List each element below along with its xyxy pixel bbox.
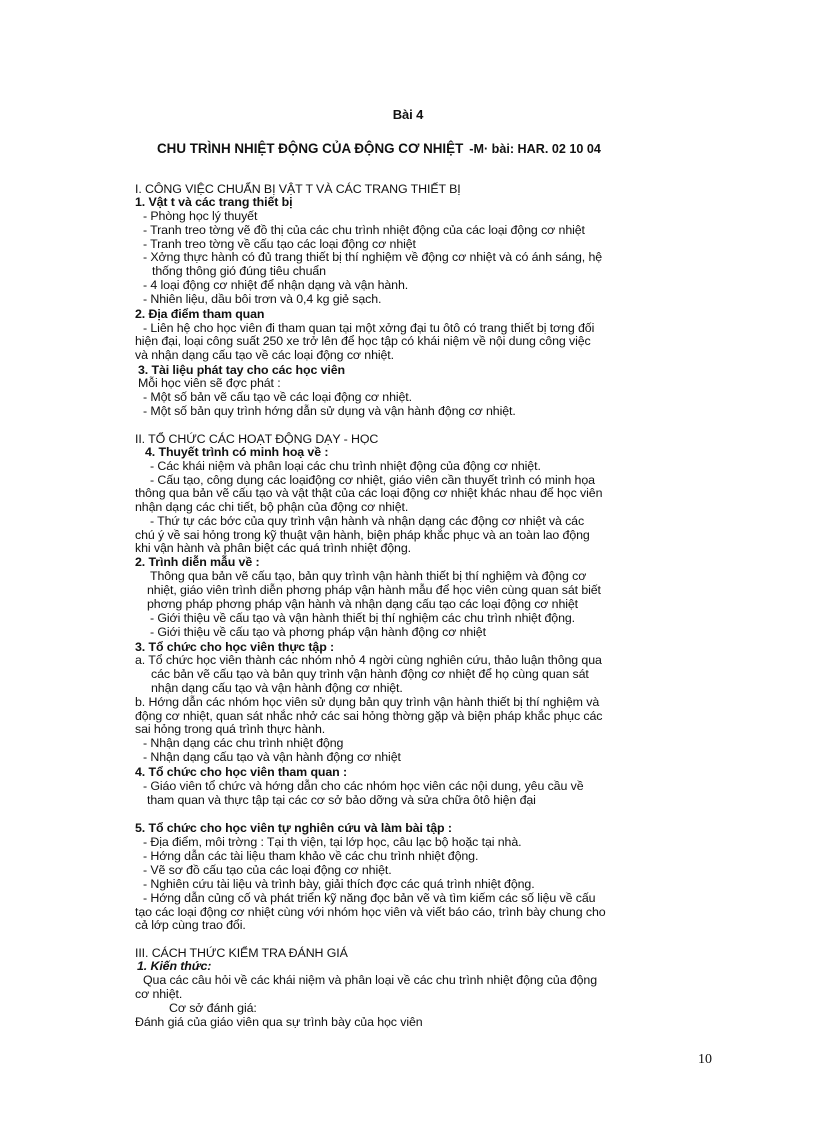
paragraph-line: - Một số bản vẽ cấu tạo về các loại động cơ nhiệt. [143,390,412,404]
section-heading: I. CÔNG VIỆC CHUẨN BỊ VẬT T VÀ CÁC TRANG THIẾT BỊ [135,182,461,196]
paragraph-line: - Hớng dẫn củng cố và phát triển kỹ năng đọc bản vẽ và tìm kiếm các số liệu về cấu [143,891,596,905]
subsection-heading: 4. Tổ chức cho học viên tham quan : [135,765,348,779]
paragraph-line: Mỗi học viên sẽ đợc phát : [138,376,281,390]
subsection-heading: 1. Kiến thức: [137,959,212,973]
paragraph-line: - Nghiên cứu tài liệu và trình bày, giải thích đợc các quá trình nhiệt động. [143,877,535,891]
paragraph-line: thông qua bản vẽ cấu tạo và vật thật của các loại động cơ nhiệt khác nhau để học viên [135,486,603,500]
paragraph-line: chú ý về sai hỏng trong kỹ thuật vận hành, biện pháp khắc phục và an toàn lao động [135,528,590,542]
paragraph-line: cả lớp cùng trao đổi. [135,918,246,932]
paragraph-line: - Hớng dẫn các tài liệu tham khảo về các chu trình nhiệt động. [143,849,479,863]
paragraph-line: Cơ sở đánh giá: [169,1001,257,1015]
subsection-heading: 1. Vật t và các trang thiết bị [135,195,293,209]
paragraph-line: - Giáo viên tổ chức và hớng dẫn cho các nhóm học viên các nội dung, yêu cầu về [143,779,584,793]
paragraph-line: và nhận dạng cấu tạo về các loại động cơ nhiệt. [135,348,394,362]
paragraph-line: thống thông gió đúng tiêu chuẩn [152,264,326,278]
page-title [157,141,601,156]
paragraph-line: - Địa điểm, môi trờng : Tại th viện, tại lớp học, câu lạc bộ hoặc tại nhà. [143,835,522,849]
paragraph-line: nhận dạng cấu tạo và vận hành động cơ nhiệt. [151,681,403,695]
subsection-heading: 2. Địa điểm tham quan [135,307,265,321]
paragraph-line: - Thứ tự các bớc của quy trình vận hành và nhận dạng các động cơ nhiệt và các [150,514,585,528]
paragraph-line: - Cấu tạo, công dụng các loạiđộng cơ nhiệt, giáo viên cần thuyết trình có minh họa [150,473,595,487]
paragraph-line: các bản vẽ cấu tạo và bản quy trình vận hành động cơ nhiệt để họ cùng quan sát [151,667,589,681]
paragraph-line: - Phòng học lý thuyết [143,209,258,223]
subsection-heading: 3. Tổ chức cho học viên thực tập : [135,640,335,654]
paragraph-line: - Tranh treo tờng vẽ đồ thị của các chu trình nhiệt động của các loại động cơ nhiệt [143,223,585,237]
paragraph-line: - 4 loại động cơ nhiệt để nhận dạng và vận hành. [143,278,409,292]
paragraph-line: tạo các loại động cơ nhiệt cùng với nhóm học viên và viết báo cáo, trình bày chung cho [135,905,606,919]
paragraph-line: - Các khái niệm và phân loại các chu trình nhiệt động của động cơ nhiệt. [150,459,541,473]
section-heading: III. CÁCH THỨC KIỂM TRA ĐÁNH GIÁ [135,946,348,960]
module-code: -M· bài: HAR. 02 10 04 [469,142,601,156]
paragraph-line: - Nhận dạng cấu tạo và vận hành động cơ nhiệt [143,750,401,764]
paragraph-line: - Nhiên liệu, dầu bôi trơn và 0,4 kg giẻ sạch. [143,292,382,306]
paragraph-line: a. Tổ chức học viên thành các nhóm nhỏ 4 ngời cùng nghiên cứu, thảo luận thông qua [135,653,602,667]
paragraph-line: sai hỏng trong quá trình thực hành. [135,722,326,736]
subsection-heading: 2. Trình diễn mẫu về : [135,555,260,569]
paragraph-line: khi vận hành và phân biệt các quá trình nhiệt động. [135,541,411,555]
paragraph-line: - Vẽ sơ đồ cấu tạo của các loại động cơ nhiệt. [143,863,392,877]
paragraph-line: - Liên hệ cho học viên đi tham quan tại một xởng đại tu ôtô có trang thiết bị tơng đối [143,321,595,335]
paragraph-line: cơ nhiệt. [135,987,183,1001]
paragraph-line: tham quan và thực tập tại các cơ sở bảo dỡng và sửa chữa ôtô hiện đại [147,793,536,807]
paragraph-line: - Tranh treo tờng về cấu tạo các loại động cơ nhiệt [143,237,416,251]
paragraph-line: b. Hớng dẫn các nhóm học viên sử dụng bản quy trình vận hành thiết bị thí nghiệm và [135,695,600,709]
paragraph-line: - Xởng thực hành có đủ trang thiết bị thí nghiệm về động cơ nhiệt và có ánh sáng, hệ [143,250,603,264]
subsection-heading: 4. Thuyết trình có minh hoạ về : [145,445,329,459]
paragraph-line: nhiệt, giáo viên trình diễn phơng pháp vận hành mẫu để học viên cùng quan sát biết [147,583,601,597]
lesson-number: Bài 4 [392,107,424,122]
paragraph-line: - Giới thiệu về cấu tạo và vận hành thiết bị thí nghiệm các chu trình nhiệt động. [150,611,576,625]
title-text: CHU TRÌNH NHIỆT ĐỘNG CỦA ĐỘNG CƠ NHIỆT [157,141,464,156]
paragraph-line: động cơ nhiệt, quan sát nhắc nhở các sai hỏng thờng gặp và biện pháp khắc phục các [135,709,603,723]
paragraph-line: - Một số bản quy trình hớng dẫn sử dụng và vận hành động cơ nhiệt. [143,404,516,418]
page-number: 10 [698,1052,712,1067]
subsection-heading: 3. Tài liệu phát tay cho các học viên [138,363,346,377]
paragraph-line: hiện đại, loại công suất 250 xe trở lên để học tập có khái niệm về nội dung công việc [135,334,591,348]
paragraph-line: - Giới thiệu về cấu tạo và phơng pháp vận hành động cơ nhiệt [150,625,486,639]
paragraph-line: Thông qua bản vẽ cấu tạo, bản quy trình vận hành thiết bị thí nghiệm và động cơ [150,569,587,583]
subsection-heading: 5. Tổ chức cho học viên tự nghiên cứu và làm bài tập : [135,821,452,835]
paragraph-line: Đánh giá của giáo viên qua sự trình bày của học viên [135,1015,423,1029]
paragraph-line: - Nhận dạng các chu trình nhiệt động [143,736,344,750]
section-heading: II. TỔ CHỨC CÁC HOẠT ĐỘNG DẠY - HỌC [135,432,379,446]
paragraph-line: Qua các câu hỏi về các khái niệm và phân loại về các chu trình nhiệt động của động [143,973,597,987]
paragraph-line: phơng pháp phơng pháp vận hành và nhận dạng cấu tạo các loại động cơ nhiệt [147,597,579,611]
paragraph-line: nhận dạng các chi tiết, bộ phận của động cơ nhiệt. [135,500,409,514]
